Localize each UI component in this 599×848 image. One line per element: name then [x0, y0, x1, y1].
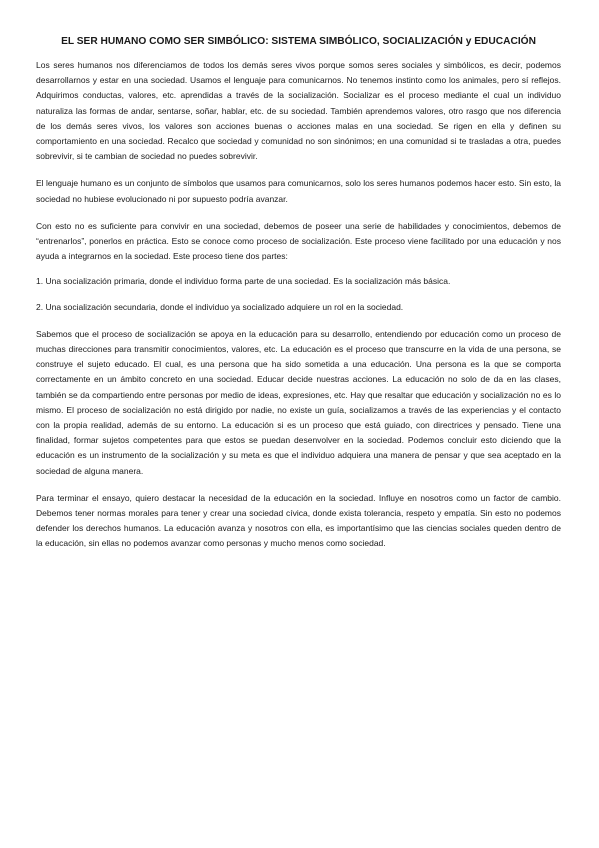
document-title: EL SER HUMANO COMO SER SIMBÓLICO: SISTEMA SIMBÓLICO, SOCIALIZACIÓN y EDUCACIÓN: [61, 36, 536, 47]
paragraph-intro: Los seres humanos nos diferenciamos de todos los demás seres vivos porque somos seres sociales y simbólicos, es decir, podemos desarrollarnos y estar en una sociedad. Usamos el lenguaje para comunicarnos. No tenemos instinto como los animales, pero sí reflejos. Adquirimos conductas, valores, etc. aprendidas a través de la socialización. Socializar es el proceso mediante el cual un individuo naturaliza las formas de andar, sentarse, soñar, hablar, etc. de su sociedad. También aprendemos valores, otro rasgo que nos diferencia de los demás seres vivos, los valores son acciones buenas o acciones malas en una sociedad. Se rigen en ella y definen su comportamiento en una sociedad. Recalco que sociedad y comunidad no son sinónimos; en una comunidad si te trasladas a otra, puedes sobrevivir, si te cambian de sociedad no puedes sobrevivir.: [36, 60, 561, 162]
paragraph-education: Sabemos que el proceso de socialización se apoya en la educación para su desarrollo, entendiendo por educación como un proceso de muchas direcciones para transmitir conocimientos, valores, etc. La educación es el proceso que transcurre en la vida de una persona, se construye el sujeto educado. El cual, es una persona que ha sido sometida a una educación. Una persona es la que se comporta correctamente en un ámbito concreto en una sociedad. Educar decide nuestras acciones. La educación no solo de da en las clases, también se da compartiendo entre personas por medio de ideas, expresiones, etc. Hay que resaltar que educación y socialización no es lo mismo. El proceso de socialización no está dirigido por nadie, no existe un guía, socializamos a través de las experiencias y el contacto con la propia realidad, además de su entorno. La educación si es un proceso que está guiado, con directrices y pensado. Tiene una finalidad, formar sujetos competentes para que estos se puedan desenvolver en la sociedad. Podemos concluir esto diciendo que la educación es un instrumento de la socialización y su meta es que el individuo adquiera una manera de pensar y que sea aceptado en la sociedad de alguna manera.: [36, 328, 561, 476]
paragraph-language: El lenguaje humano es un conjunto de símbolos que usamos para comunicarnos, solo los seres humanos podemos hacer esto. Sin esto, la sociedad no hubiese evolucionado ni por supuesto podría avanzar.: [36, 178, 561, 204]
paragraph-conclusion: Para terminar el ensayo, quiero destacar la necesidad de la educación en la sociedad. Influye en nosotros como un factor de cambio. Debemos tener normas morales para tener y crear una sociedad cívica, donde exista tolerancia, respeto y empatía. Sin esto no podemos defender los derechos humanos. La educación avanza y nosotros con ella, es importantísimo que las ciencias sociales queden dentro de la educación, sin ellas no podemos avanzar como personas y mucho menos como sociedad.: [36, 492, 561, 549]
list-item-primary-socialization: 1. Una socialización primaria, donde el individuo forma parte de una sociedad. Es la socialización más básica.: [36, 276, 451, 287]
paragraph-socialization-process: Con esto no es suficiente para convivir en una sociedad, debemos de poseer una serie de habilidades y conocimientos, debemos de “entrenarlos”, ponerlos en práctica. Esto se conoce como proceso de socialización. Este proceso viene facilitado por una educación y nos ayuda a integrarnos en la sociedad. Este proceso tiene dos partes:: [36, 220, 561, 262]
list-item-secondary-socialization: 2. Una socialización secundaria, donde el individuo ya socializado adquiere un rol en la sociedad.: [36, 301, 404, 312]
